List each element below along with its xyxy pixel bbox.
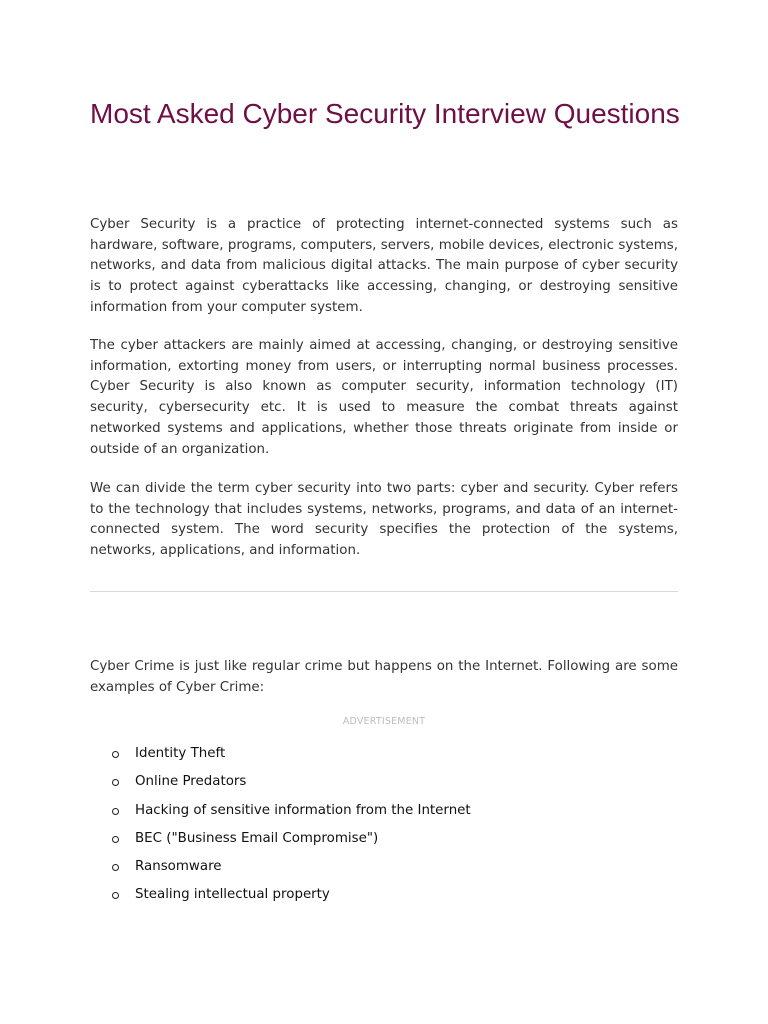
definition-paragraph: We can divide the term cyber security into two parts: cyber and security. Cyber refers to the technology that includes systems, networks, programs, and data of an internet-connected system. The word security specifies the protection of the systems, networks, applications, and information.: [90, 481, 678, 559]
cybercrime-intro-paragraph: Cyber Crime is just like regular crime but happens on the Internet. Following are some examples of Cyber Crime:: [90, 659, 678, 695]
cybercrime-examples-list: [90, 744, 678, 914]
circle-bullet-icon: [112, 864, 119, 871]
list-item: [90, 744, 678, 772]
circle-bullet-icon: [112, 779, 119, 786]
circle-bullet-icon: [112, 892, 119, 899]
list-item: [90, 801, 678, 829]
article-title: Most Asked Cyber Security Interview Questions: [90, 98, 680, 129]
list-item-text: Online Predators: [135, 774, 247, 790]
list-item: [90, 885, 678, 913]
list-item-text: Hacking of sensitive information from the Internet: [135, 802, 471, 818]
circle-bullet-icon: [112, 751, 119, 758]
circle-bullet-icon: [112, 808, 119, 815]
list-item-text: BEC ("Business Email Compromise"): [135, 830, 379, 846]
list-item-text: Ransomware: [135, 859, 222, 875]
attackers-paragraph: The cyber attackers are mainly aimed at accessing, changing, or destroying sensitive information, extorting money from users, or interrupting normal business processes. Cyber Security is also known as computer security, information technology (IT) security, cybersecurity etc. It is used to measure the combat threats against networked systems and applications, whether those threats originate from inside or outside of an organization.: [90, 338, 678, 457]
list-item: [90, 857, 678, 885]
list-item: [90, 772, 678, 800]
intro-paragraph: Cyber Security is a practice of protecting internet-connected systems such as hardware, software, programs, computers, servers, mobile devices, electronic systems, networks, and data from malicious digital attacks. The main purpose of cyber security is to protect against cyberattacks like accessing, changing, or destroying sensitive information from your computer system.: [90, 217, 678, 315]
list-item-text: Identity Theft: [135, 746, 226, 761]
section-divider: [90, 591, 678, 592]
list-item: [90, 829, 678, 857]
list-item-text: Stealing intellectual property: [135, 887, 330, 903]
advertisement-label: ADVERTISEMENT: [342, 716, 426, 727]
circle-bullet-icon: [112, 836, 119, 843]
